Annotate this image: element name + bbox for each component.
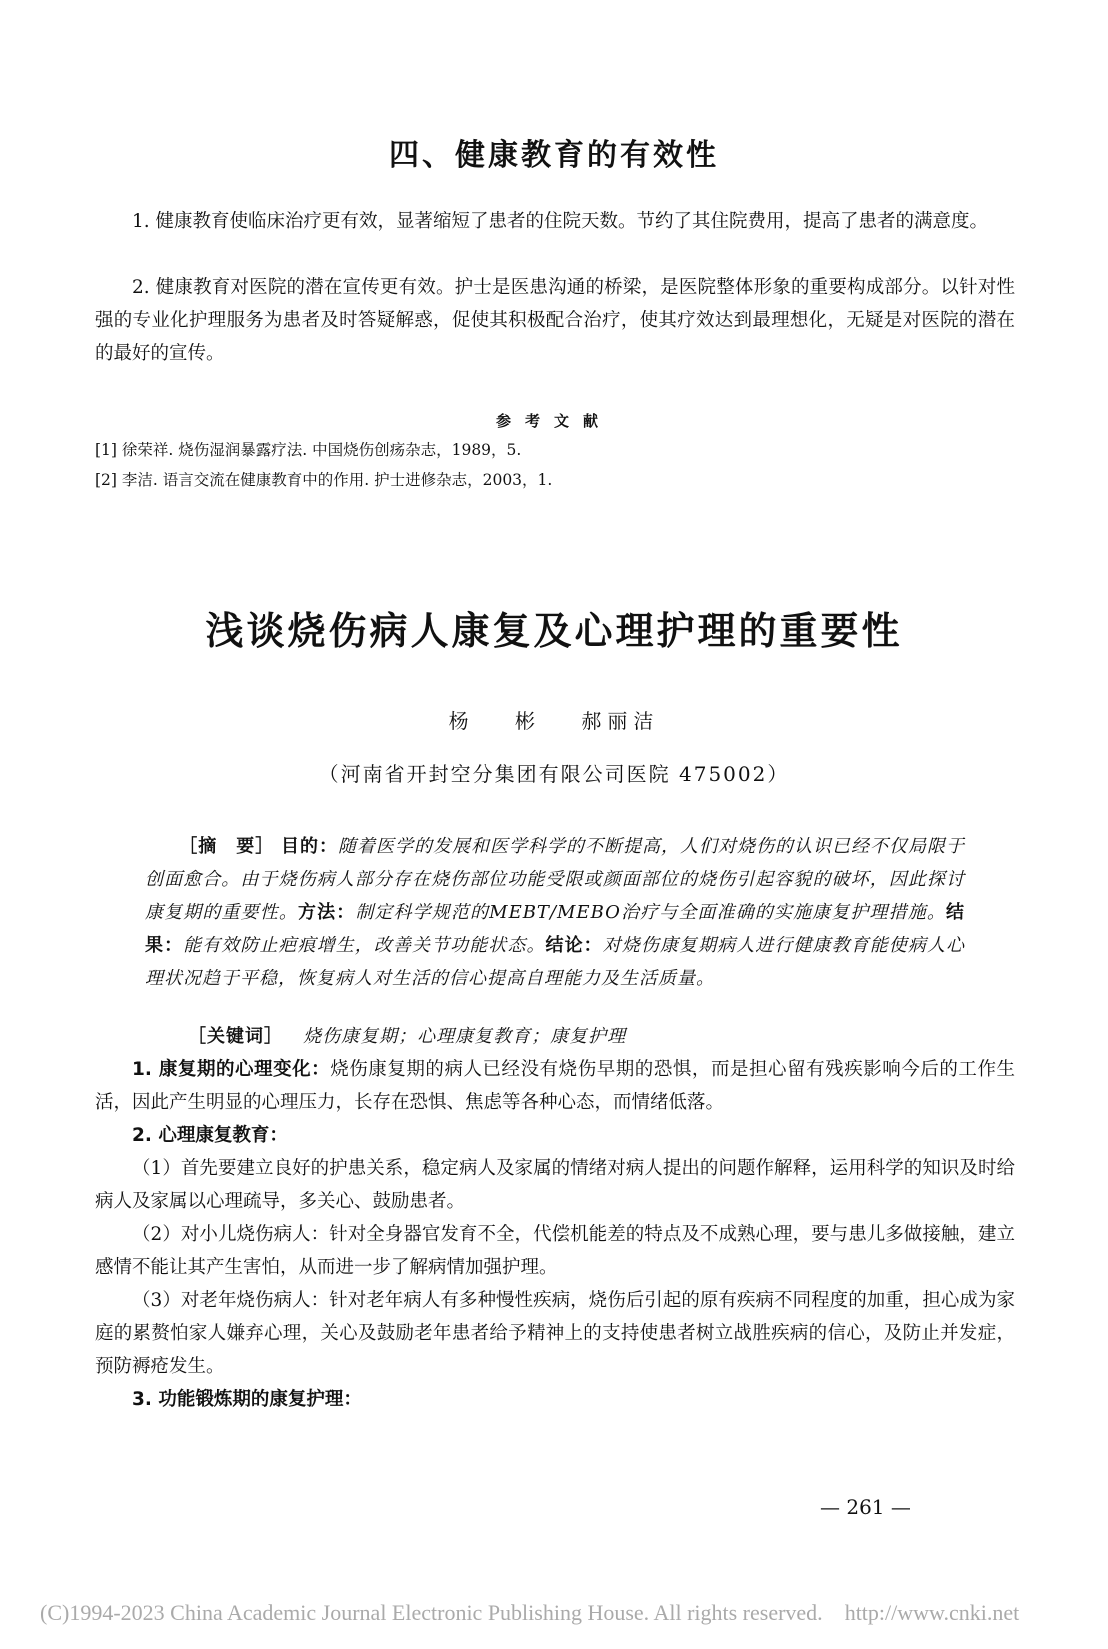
body-section-1-text: 烧伤康复期的病人已经没有烧伤早期的恐惧，而是担心留有残疾影响今后的工作生活，因此产生明显的心理压力，长存在恐惧、焦虑等各种心态，而情绪低落。 — [95, 1059, 1015, 1113]
keywords-text: 烧伤康复期；心理康复教育；康复护理 — [303, 1026, 627, 1047]
paper-authors: 杨 彬 郝丽洁 — [448, 709, 660, 733]
abstract-purpose: 随着医学的发展和医学科学的不断提高，人们对烧伤的认识已经不仅局限于创面愈合。由于烧伤病人部分存在烧伤部位功能受限或颜面部位的烧伤引起容貌的破坏，因此探讨康复期的重要性。 — [145, 836, 966, 923]
abstract-result-label: 结果： — [145, 902, 966, 956]
abstract-conclusion-label: 结论： — [545, 935, 603, 956]
paragraph-effectiveness-1: 1. 健康教育使临床治疗更有效，显著缩短了患者的住院天数。节约了其住院费用，提高了患者的满意度。 — [132, 211, 989, 232]
abstract-method: 制定科学规范的MEBT/MEBO治疗与全面准确的实施康复护理措施。 — [355, 902, 947, 923]
keywords-label: ［关键词］ — [188, 1026, 283, 1047]
body-section-2-label: 2. 心理康复教育： — [132, 1125, 288, 1146]
page-number: — 261 — — [820, 1495, 911, 1519]
copyright-footer — [40, 1600, 1090, 1626]
body-section-2-heading — [95, 1119, 1015, 1152]
body-section-2-item-2: （2）对小儿烧伤病人：针对全身器官发育不全，代偿机能差的特点及不成熟心理，要与患儿多做接触，建立感情不能让其产生害怕，从而进一步了解病情加强护理。 — [95, 1224, 1015, 1278]
abstract — [145, 830, 965, 995]
body-section-2-item-3: （3）对老年烧伤病人：针对老年病人有多种慢性疾病，烧伤后引起的原有疾病不同程度的加重，担心成为家庭的累赘怕家人嫌弃心理，关心及鼓励老年患者给予精神上的支持使患者树立战胜疾病的信心，及防止并发症，预防褥疮发生。 — [95, 1290, 1015, 1377]
keywords — [188, 1022, 968, 1052]
body-section-2-item-1: （1）首先要建立良好的护患关系，稳定病人及家属的情绪对病人提出的问题作解释，运用科学的知识及时给病人及家属以心理疏导，多关心、鼓励患者。 — [95, 1158, 1015, 1212]
abstract-label: ［摘 要］ — [179, 836, 275, 857]
reference-item-1: [1] 徐荣祥. 烧伤湿润暴露疗法. 中国烧伤创疡杂志，1989，5. — [95, 441, 522, 459]
body-section-1 — [95, 1053, 1015, 1119]
section-heading: 四、健康教育的有效性 — [389, 138, 719, 173]
abstract-purpose-label: 目的： — [280, 836, 338, 857]
body-section-3-label: 3. 功能锻炼期的康复护理： — [132, 1389, 362, 1410]
body-section-3-heading — [95, 1383, 1015, 1416]
abstract-conclusion: 对烧伤康复期病人进行健康教育能使病人心理状况趋于平稳，恢复病人对生活的信心提高自理能力及生活质量。 — [145, 935, 966, 989]
footer-url[interactable]: http://www.cnki.net — [844, 1600, 1020, 1625]
abstract-method-label: 方法： — [297, 902, 356, 923]
footer-copyright: (C)1994-2023 China Academic Journal Electronic Publishing House. All rights reserved. — [40, 1600, 823, 1625]
abstract-result: 能有效防止疤痕增生，改善关节功能状态。 — [183, 935, 546, 956]
reference-item-2: [2] 李洁. 语言交流在健康教育中的作用. 护士进修杂志，2003，1. — [95, 471, 553, 489]
paper-title: 浅谈烧伤病人康复及心理护理的重要性 — [205, 609, 903, 653]
body-section-1-label: 1. 康复期的心理变化： — [132, 1059, 331, 1080]
paragraph-effectiveness-2: 2. 健康教育对医院的潜在宣传更有效。护士是医患沟通的桥梁，是医院整体形象的重要构成部分。以针对性强的专业化护理服务为患者及时答疑解惑，促使其积极配合治疗，使其疗效达到最理想化，无疑是对医院的潜在的最好的宣传。 — [95, 277, 1015, 364]
paper-affiliation: （河南省开封空分集团有限公司医院 475002） — [318, 762, 790, 786]
references-title: 参考文献 — [495, 412, 612, 430]
